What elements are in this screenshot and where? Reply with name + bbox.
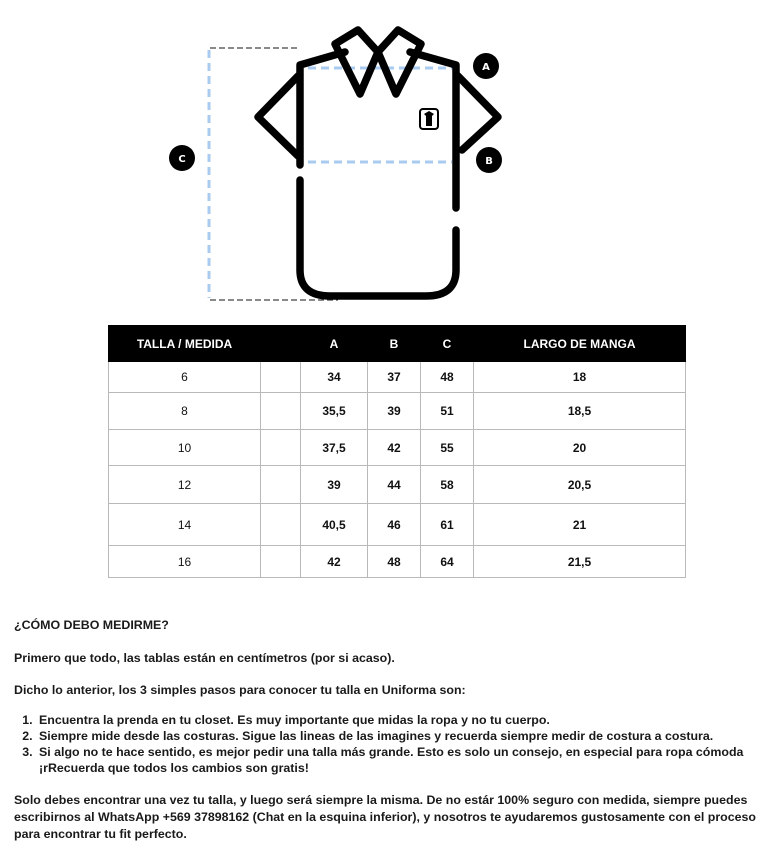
cell-c: 55 [421,430,474,466]
marker-c [169,145,195,171]
cell-b: 46 [368,504,421,546]
guide-steps-intro: Dicho lo anterior, los 3 simples pasos para conocer tu talla en Uniforma son: [14,683,466,697]
cell-largo-manga: 18,5 [474,393,686,430]
cell-c: 64 [421,546,474,578]
list-item: 2. Siempre mide desde las costuras. Sigue las lineas de las imagines y recuerda siempre medir de costura a costura. [36,728,762,744]
marker-a-label: A [482,62,490,73]
guide-closing: Solo debes encontrar una vez tu talla, y luego será siempre la misma. De no estár 100% seguro con medida, siempre puedes escribirnos al WhatsApp +569 37898162 (Chat en la esquina inferior), y nosotros te ayudaremos gustosamente con el proceso para encontrar tu fit perfecto. [14,793,756,841]
list-item: 1. Encuentra la prenda en tu closet. Es muy importante que midas la ropa y no tu cuerpo. [36,712,762,728]
cell-a: 34 [301,362,368,393]
list-item: 3. Si algo no te hace sentido, es mejor pedir una talla más grande. Esto es solo un consejo, en especial para ropa cómoda ¡rRecuerda que todos los cambios son gratis! [36,744,762,776]
header-largo-manga: LARGO DE MANGA [474,326,686,362]
cell-talla: 6 [109,362,261,393]
cell-c: 61 [421,504,474,546]
table-row [109,393,686,430]
cell-largo-manga: 18 [474,362,686,393]
shirt-label-icon [420,109,438,129]
cell-empty [261,504,301,546]
cell-talla: 10 [109,430,261,466]
table-row [109,546,686,578]
table-row [109,466,686,504]
cell-talla: 8 [109,393,261,430]
cell-a: 39 [301,466,368,504]
cell-empty [261,466,301,504]
marker-b-label: B [485,156,493,167]
size-chart-table [108,325,686,578]
header-empty [261,326,301,362]
cell-c: 51 [421,393,474,430]
cell-a: 42 [301,546,368,578]
header-talla: TALLA / MEDIDA [109,326,261,362]
cell-c: 58 [421,466,474,504]
cell-empty [261,393,301,430]
header-c: C [421,326,474,362]
cell-empty [261,546,301,578]
guide-intro: Primero que todo, las tablas están en centímetros (por si acaso). [14,651,395,665]
measurement-guides [209,48,456,300]
cell-a: 37,5 [301,430,368,466]
cell-b: 42 [368,430,421,466]
cell-talla: 12 [109,466,261,504]
cell-a: 35,5 [301,393,368,430]
cell-largo-manga: 21 [474,504,686,546]
header-b: B [368,326,421,362]
marker-a [473,53,499,79]
guide-steps-list [14,712,762,776]
cell-b: 44 [368,466,421,504]
cell-empty [261,362,301,393]
cell-largo-manga: 20 [474,430,686,466]
header-a: A [301,326,368,362]
cell-b: 37 [368,362,421,393]
cell-talla: 14 [109,504,261,546]
cell-b: 39 [368,393,421,430]
cell-largo-manga: 21,5 [474,546,686,578]
cell-c: 48 [421,362,474,393]
table-row [109,504,686,546]
table-header-row [109,326,686,362]
cell-empty [261,430,301,466]
cell-b: 48 [368,546,421,578]
table-row [109,362,686,393]
cell-a: 40,5 [301,504,368,546]
cell-largo-manga: 20,5 [474,466,686,504]
shirt-measurement-diagram [0,0,768,320]
measuring-guide [14,617,762,843]
cell-talla: 16 [109,546,261,578]
table-row [109,430,686,466]
guide-heading: ¿CÓMO DEBO MEDIRME? [14,618,169,632]
marker-b [476,147,502,173]
marker-c-label: C [178,154,186,165]
